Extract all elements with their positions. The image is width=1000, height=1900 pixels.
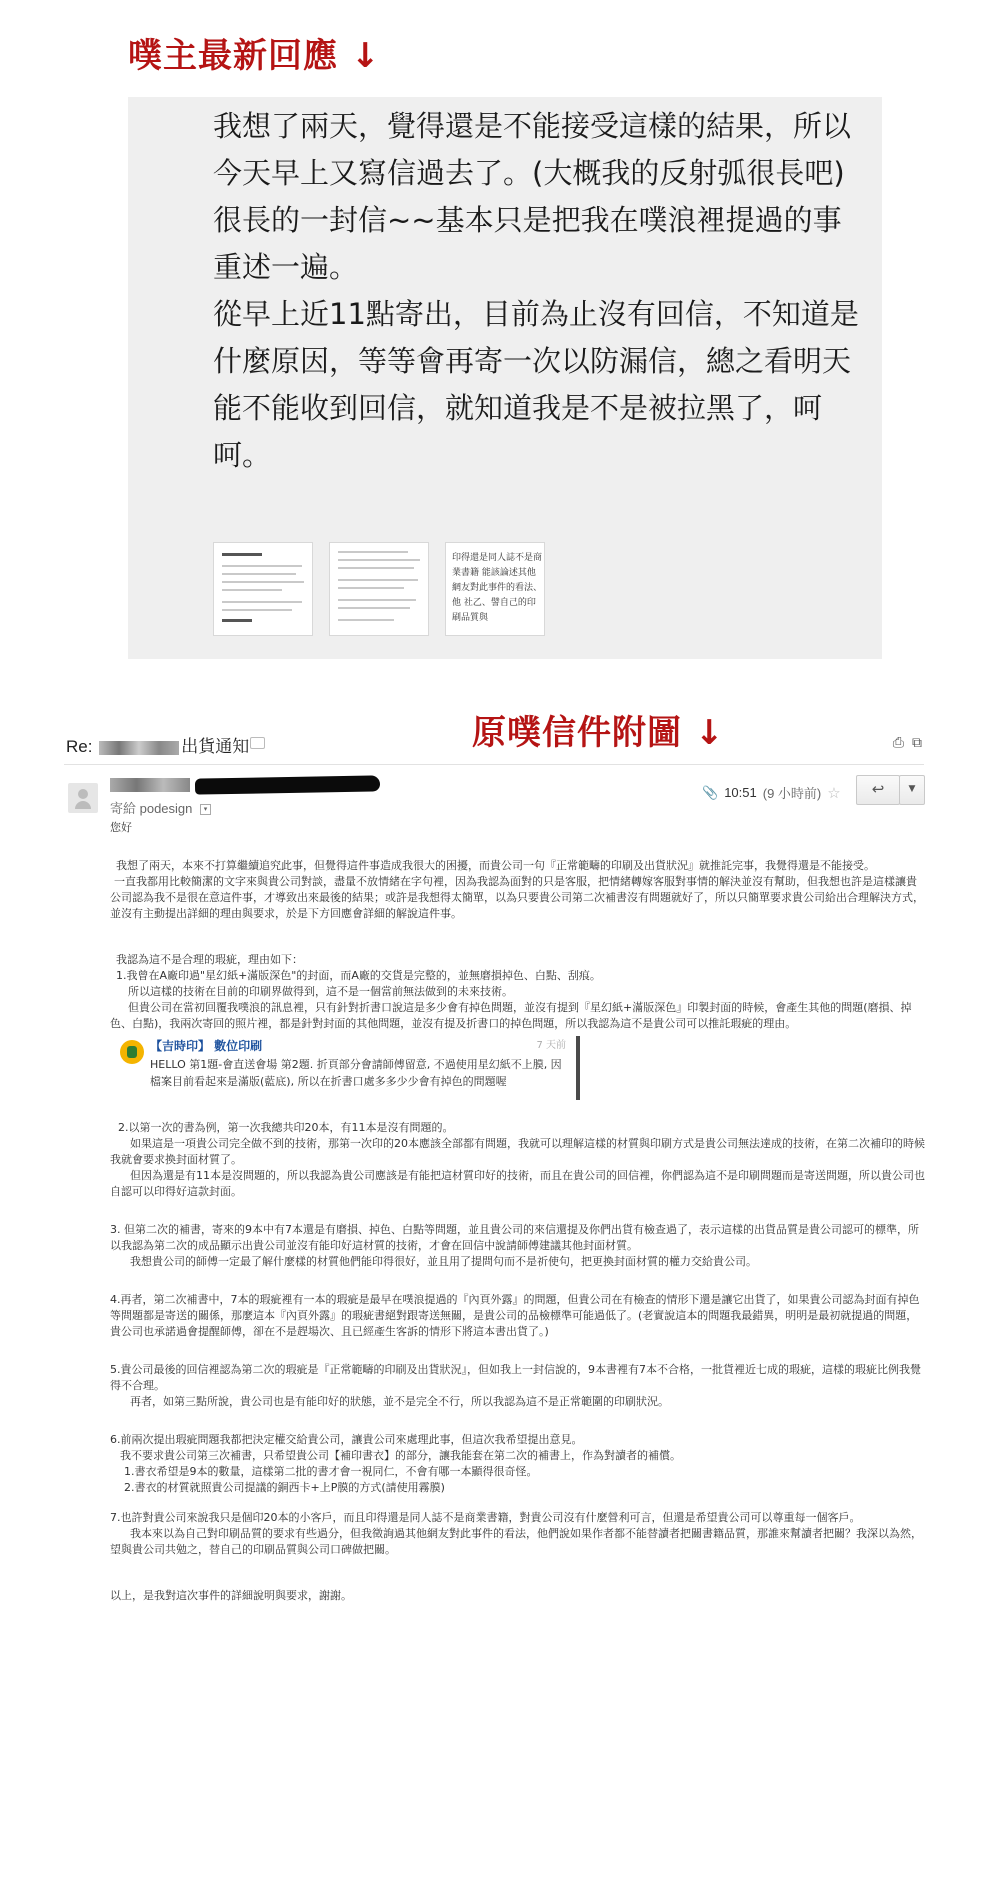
greeting: 您好 [110, 821, 132, 834]
attachment-thumbnails [213, 542, 545, 636]
point-6-line: 我不要求貴公司第三次補書，只希望貴公司【補印書衣】的部分，讓我能套在第二次的補書上，作為對讀者的補償。 [120, 1449, 681, 1462]
point-5-line: 再者，如第三點所說，貴公司也是有能印好的狀態，並不是完全不行，所以我認為這不是正常範圍的印刷狀況。 [130, 1395, 669, 1408]
point-3-line: 3. 但第二次的補書，寄來的9本中有7本還是有磨損、掉色、白點等問題，並且貴公司的來信還提及你們出貨有檢查過了，表示這樣的出貨品質是貴公司認可的標準，所以我認為第二次的成品顯示出貴公司並沒有能印好這材質的技術，才會在回信中說請師傅建議其他封面材質。 [110, 1223, 919, 1252]
down-arrow-icon: ↓ [694, 713, 725, 753]
closing-line: 以上，是我對這次事件的詳細說明與要求，謝謝。 [110, 1589, 352, 1602]
thumbnail-2[interactable] [329, 542, 429, 636]
point-6-line: 1.書衣希望是9本的數量，這樣第二批的書才會一視同仁，不會有哪一本顯得很奇怪。 [124, 1465, 538, 1478]
chevron-down-icon: ▼ [908, 784, 916, 794]
thumbnail-3[interactable] [445, 542, 545, 636]
point-2-line: 但因為還是有11本是沒問題的，所以我認為貴公司應該是有能把這材質印好的技術，而且在貴公司的回信裡，你們認為這不是印刷問題而是寄送問題，所以貴公司也自認可以印得好這款封面。 [110, 1169, 925, 1198]
more-actions-button[interactable] [899, 775, 925, 805]
point-7-line: 我本來以為自己對印刷品質的要求有些過分，但我徵詢過其他網友對此事件的看法，他們說如果作者都不能替讀者把關書籍品質，那誰來幫讀者把關？我深以為然，望與貴公司共勉之，替自己的印刷品質與公司口碑做把關。 [110, 1527, 922, 1556]
header-actions [893, 735, 922, 751]
recipient-line [110, 798, 211, 817]
point-3-line: 我想貴公司的師傅一定最了解什麼樣的材質他們能印得很好，並且用了提問句而不是祈使句，把更換封面材質的權力交給貴公司。 [130, 1255, 757, 1268]
quoted-reply [114, 1036, 580, 1100]
intro-paragraph: 我想了兩天，本來不打算繼續追究此事，但覺得這件事造成我很大的困擾，而貴公司一句『正常範疇的印刷及出貨狀況』就推託完事，我覺得還是不能接受。 [116, 859, 875, 872]
quote-time: 7 天前 [536, 1040, 566, 1051]
recipient-details-dropdown-icon[interactable]: ▾ [200, 804, 211, 815]
point-6-line: 2.書衣的材質就照貴公司提議的銅西卡+上P膜的方式(請使用霧膜) [124, 1481, 445, 1494]
plurk-paragraph: 從早上近11點寄出，目前為止沒有回信，不知道是什麼原因，等等會再寄一次以防漏信，總之看明天能不能收到回信，就知道我是不是被拉黑了，呵呵。 [213, 297, 859, 472]
quote-text: HELLO 第1題-會直送會場 第2題. 折頁部分會請師傅留意, 不過使用星幻紙不上膜, 因檔案目前看起來是滿版(藍底), 所以在折書口處多多少少會有掉色的問題喔 [150, 1058, 562, 1088]
plurk-response-text [213, 103, 863, 479]
original-attachment-heading [472, 705, 724, 754]
email-meta [702, 783, 841, 802]
email-time: 10:51 [724, 785, 757, 800]
point-6-line: 6.前兩次提出瑕疵問題我都把決定權交給貴公司，讓貴公司來處理此事，但這次我希望提出意見。 [110, 1433, 583, 1446]
subject-suffix: 出貨通知 [181, 737, 250, 756]
quote-title: 【吉時印】 數位印刷 [150, 1039, 263, 1053]
plurk-paragraph: 我想了兩天，覺得還是不能接受這樣的結果，所以今天早上又寫信過去了。(大概我的反射弧很長吧) [213, 109, 852, 190]
sender-email-redacted [195, 775, 380, 794]
recipient-label: 寄給 podesign [110, 801, 193, 816]
down-arrow-icon: ↓ [350, 36, 381, 76]
subject-blurred-name [99, 741, 179, 755]
shop-logo-icon [120, 1040, 144, 1064]
email-subject [66, 732, 249, 757]
reply-button[interactable] [856, 775, 900, 805]
plurk-paragraph: 很長的一封信~~基本只是把我在噗浪裡提過的事重述一遍。 [213, 203, 842, 284]
point-2-line: 2.以第一次的書為例，第一次我總共印20本，有11本是沒有問題的。 [118, 1121, 454, 1134]
point-5-line: 5.貴公司最後的回信裡認為第二次的瑕疵是『正常範疇的印刷及出貨狀況』，但如我上一封信說的，9本書裡有7本不合格，一批貨裡近七成的瑕疵，這樣的瑕疵比例我覺得不合理。 [110, 1363, 921, 1392]
thumbnail-1[interactable] [213, 542, 313, 636]
reasons-intro: 我認為這不是合理的瑕疵，理由如下： [116, 953, 303, 966]
paperclip-icon: 📎 [702, 784, 719, 800]
point-1-line: 但貴公司在當初回覆我噗浪的訊息裡，只有針對折書口說這是多少會有掉色問題，並沒有提到『星幻紙+滿版深色』印製封面的時候，會產生其他的問題(磨損、掉色、白點)，我兩次寄回的照片裡，都是針對封面的其他問題，並沒有提及折書口的掉色問題，所以我認為這不是貴公司可以推託瑕疵的理由。 [110, 1001, 912, 1030]
point-4-line: 4.再者，第二次補書中，7本的瑕疵裡有一本的瑕疵是最早在噗浪提過的『內頁外露』的問題，但貴公司在有檢查的情形下還是讓它出貨了，如果貴公司認為封面有掉色等問題都是寄送的關係，那麼這本『內頁外露』的瑕疵書絕對跟寄送無關，是貴公司的品檢標準可能過低了。(老實說這本的問題我最錯異，明明是最初就提過的問題，貴公司也承諾過會提醒師傅，卻在不是趕場次、且已經產生客訴的情形下將這本書出貨了。) [110, 1293, 920, 1338]
email-time-relative: (9 小時前) [762, 786, 822, 801]
original-attachment-label: 原噗信件附圖 [472, 713, 682, 753]
divider [64, 764, 924, 765]
star-icon[interactable]: ☆ [827, 784, 841, 802]
email-body [110, 820, 925, 1604]
point-1-line: 1.我曾在A廠印過"星幻紙+滿版深色"的封面，而A廠的交貨是完整的，並無磨損掉色、白點、刮痕。 [116, 969, 601, 982]
plurk-response-box [128, 97, 882, 659]
thumbnail-3-text: 印得還是同人誌不是商業書籍 能該論述其他網友對此事件的看法、他 社乙、譬自己的印刷品質與 [452, 553, 543, 623]
avatar[interactable] [68, 783, 98, 813]
point-1-line: 所以這樣的技術在目前的印刷界做得到，這不是一個當前無法做到的未來技術。 [128, 985, 513, 998]
point-2-line: 如果這是一項貴公司完全做不到的技術，那第一次印的20本應該全部都有問題，我就可以理解這樣的材質與印刷方式是貴公司無法達成的技術，在第二次補印的時候我就會要求換封面材質了。 [110, 1137, 925, 1166]
reply-icon: ↩ [871, 780, 885, 798]
point-7-line: 7.也許對貴公司來說我只是個印20本的小客戶，而且印得還是同人誌不是商業書籍，對貴公司沒有什麼營利可言，但還是希望貴公司可以尊重每一個客戶。 [110, 1511, 861, 1524]
plurk-latest-heading [128, 28, 380, 77]
new-window-icon[interactable]: ⧉ [912, 735, 922, 751]
label-tag-icon[interactable] [250, 737, 265, 749]
intro-paragraph: 一直我都用比較簡潔的文字來與貴公司對談，盡量不放情緒在字句裡，因為我認為面對的只是客服，把情緒轉嫁客服對事情的解決並沒有幫助，但我想也許是這樣讓貴公司認為我不是很在意這件事，才導致出來最後的結果；或許是我想得太簡單，以為只要貴公司第二次補書沒有問題就好了，所以只簡單要求貴公司給出合理解決方式，並沒有主動提出詳細的理由與要求，於是下方回應會詳細的解說這件事。 [110, 875, 924, 920]
print-icon[interactable]: ⎙ [892, 735, 904, 751]
sender-name-blurred [110, 778, 190, 792]
plurk-latest-label: 噗主最新回應 [128, 36, 338, 76]
subject-prefix: Re: [66, 737, 93, 756]
